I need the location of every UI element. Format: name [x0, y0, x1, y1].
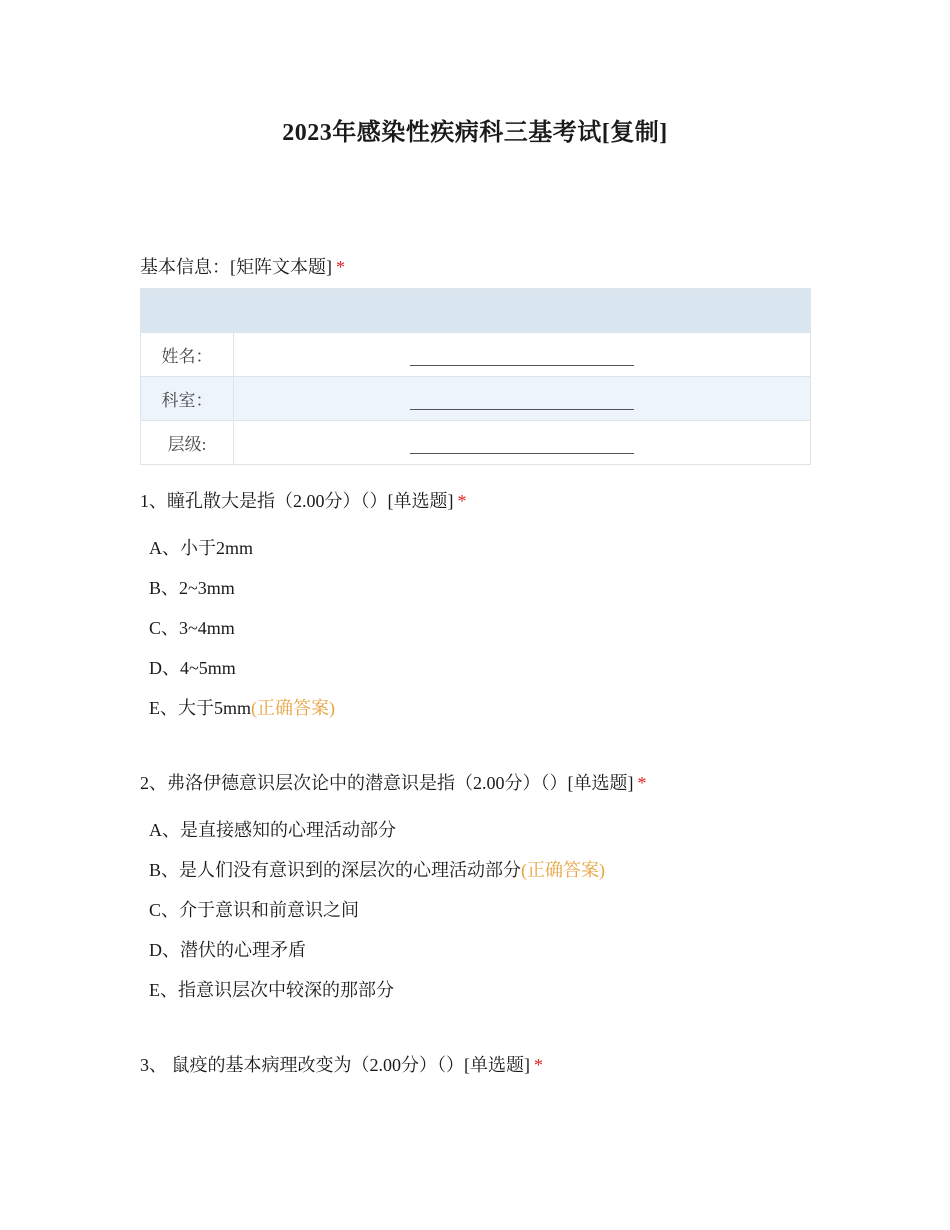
question-2-option-b[interactable]: [149, 856, 605, 882]
page-title: 2023年感染性疾病科三基考试[复制]: [282, 120, 668, 146]
option-text: B、2~3mm: [149, 578, 235, 598]
question-1-option-a[interactable]: [149, 534, 253, 560]
question-heading-text: 2、弗洛伊德意识层次论中的潜意识是指（2.00分）（）[单选题]: [140, 773, 634, 793]
question-1-option-b[interactable]: [149, 574, 235, 600]
option-text: E、指意识层次中较深的那部分: [149, 980, 394, 1000]
matrix-row-label: 姓名：: [141, 333, 234, 377]
matrix-row-name: [141, 333, 811, 377]
option-text: B、是人们没有意识到的深层次的心理活动部分: [149, 860, 522, 880]
question-2-heading: [140, 769, 647, 795]
option-text: E、大于5mm: [149, 698, 251, 718]
question-1-option-e[interactable]: [149, 694, 335, 720]
matrix-row-label: 科室：: [141, 377, 234, 421]
option-text: D、潜伏的心理矛盾: [149, 940, 306, 960]
option-text: A、小于2mm: [149, 538, 254, 558]
required-mark: *: [336, 257, 345, 277]
question-3-heading: [140, 1051, 543, 1077]
basic-info-heading: [140, 253, 345, 279]
required-mark: *: [534, 1055, 543, 1075]
correct-answer-label: (正确答案): [251, 698, 335, 718]
matrix-row-label: 层级:: [141, 421, 234, 465]
name-input-blank[interactable]: [410, 343, 634, 366]
option-text: A、是直接感知的心理活动部分: [149, 820, 396, 840]
matrix-header-row: [141, 289, 811, 333]
matrix-header-cell: [234, 289, 811, 333]
level-input-blank[interactable]: [410, 431, 634, 454]
matrix-cell: [234, 333, 811, 377]
matrix-header-cell: [141, 289, 234, 333]
matrix-cell: [234, 421, 811, 465]
basic-info-heading-text: 基本信息：[矩阵文本题]: [140, 257, 332, 277]
option-text: D、4~5mm: [149, 658, 236, 678]
question-heading-text: 3、 鼠疫的基本病理改变为（2.00分）（）[单选题]: [140, 1055, 530, 1075]
question-1-heading: [140, 487, 467, 513]
department-input-blank[interactable]: [410, 387, 634, 410]
question-2-option-e[interactable]: [149, 976, 394, 1002]
question-1-option-c[interactable]: [149, 614, 235, 640]
question-heading-text: 1、瞳孔散大是指（2.00分）（）[单选题]: [140, 491, 454, 511]
correct-answer-label: (正确答案): [521, 860, 606, 880]
basic-info-matrix: [140, 288, 811, 465]
option-text: C、3~4mm: [149, 618, 235, 638]
matrix-row-level: [141, 421, 811, 465]
question-2-option-a[interactable]: [149, 816, 396, 842]
question-2-option-d[interactable]: [149, 936, 306, 962]
matrix-cell: [234, 377, 811, 421]
option-text: C、介于意识和前意识之间: [149, 900, 360, 920]
question-1-option-d[interactable]: [149, 654, 236, 680]
question-2-option-c[interactable]: [149, 896, 359, 922]
required-mark: *: [457, 491, 467, 511]
matrix-row-department: [141, 377, 811, 421]
required-mark: *: [637, 773, 647, 793]
